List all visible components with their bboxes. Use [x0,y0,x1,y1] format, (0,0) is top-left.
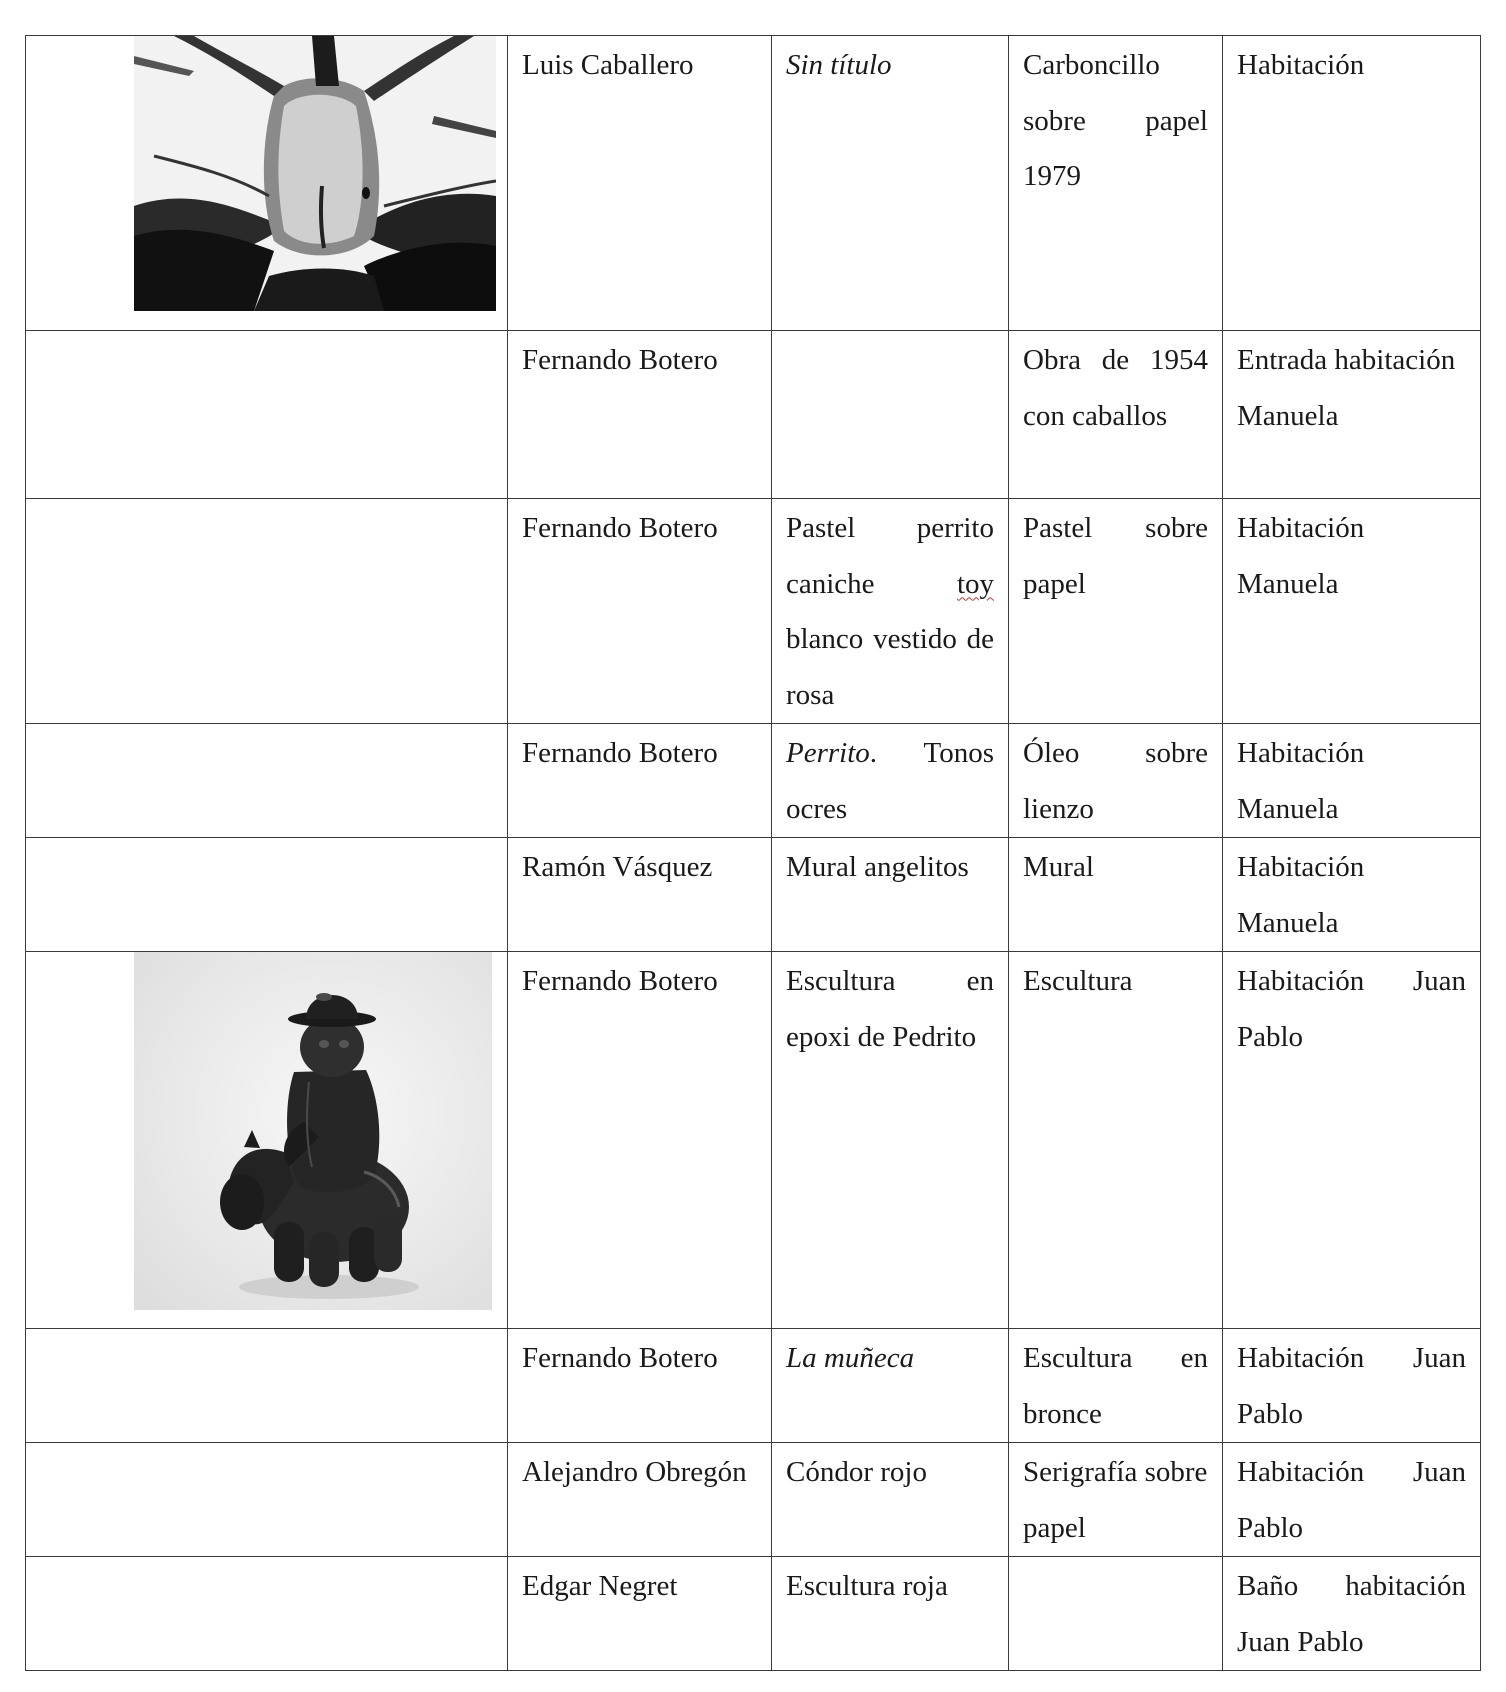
location-cell [1223,838,1481,952]
artist-cell [508,36,772,331]
technique-cell [1009,838,1223,952]
title-text-cont: blanco vestido de rosa [786,623,994,711]
title-cell [772,1329,1009,1443]
title-cell [772,724,1009,838]
technique-cell [1009,952,1223,1329]
title-cell [772,499,1009,724]
artwork-location: Baño habitación Juan Pablo [1237,1570,1466,1658]
artwork-title [772,1329,1008,1387]
image-cell [26,724,508,838]
artwork-title [772,724,1008,837]
artist-cell [508,838,772,952]
artwork-inventory-table [25,35,1481,1671]
artwork-location: Habitación [1237,49,1365,81]
location-cell [1223,1557,1481,1671]
artist-cell [508,1557,772,1671]
artist-name: Fernando Botero [522,737,718,769]
title-cell [772,838,1009,952]
location-cell [1223,1443,1481,1557]
artist-cell [508,331,772,499]
image-cell [26,499,508,724]
artwork-location: Habitación Manuela [1237,512,1365,600]
location-cell [1223,499,1481,724]
table-row [26,1329,1481,1443]
artist-cell [508,952,772,1329]
technique-cell [1009,724,1223,838]
location-cell [1223,1329,1481,1443]
image-cell [26,36,508,331]
image-cell [26,838,508,952]
artist-cell [508,1329,772,1443]
artwork-technique: Escultura en bronce [1023,1342,1208,1430]
title-italic: La muñeca [786,1342,915,1374]
technique-cell [1009,1557,1223,1671]
artist-name: Luis Caballero [522,49,694,81]
title-cell [772,1443,1009,1557]
sculpture-image [134,952,492,1310]
artwork-title: Cóndor rojo [786,1456,927,1488]
table-row [26,838,1481,952]
artwork-location: Habitación Juan Pablo [1237,965,1466,1053]
table-row [26,724,1481,838]
artist-name: Fernando Botero [522,512,718,544]
table-row [26,331,1481,499]
title-cell [772,331,1009,499]
artwork-technique: Óleo sobre lienzo [1023,737,1208,825]
artwork-technique: Serigrafía sobre papel [1023,1456,1208,1544]
artwork-title: Escultura en epoxi de Pedrito [786,965,994,1053]
artwork-location: Habitación Manuela [1237,851,1365,939]
location-cell [1223,36,1481,331]
artwork-location: Entrada habitación Manuela [1237,344,1456,432]
location-cell [1223,331,1481,499]
title-text: . Tonos ocres [786,737,994,825]
title-text: Pastel perrito caniche [786,512,994,600]
table-row [26,1443,1481,1557]
title-italic: Perrito [786,737,870,769]
technique-cell [1009,1443,1223,1557]
artist-name: Fernando Botero [522,965,718,997]
table-row [26,36,1481,331]
artwork-location: Habitación Juan Pablo [1237,1456,1466,1544]
image-cell [26,1443,508,1557]
title-cell [772,1557,1009,1671]
artwork-location: Habitación Manuela [1237,737,1365,825]
technique-cell [1009,36,1223,331]
location-cell [1223,952,1481,1329]
artist-cell [508,1443,772,1557]
image-cell [26,1557,508,1671]
artist-cell [508,499,772,724]
location-cell [1223,724,1481,838]
artist-name: Fernando Botero [522,1342,718,1374]
artist-name: Ramón Vásquez [522,851,713,883]
artwork-technique: Pastel sobre papel [1023,512,1208,600]
table-row [26,952,1481,1329]
image-cell [26,952,508,1329]
artwork-title [772,499,1008,723]
artwork-location: Habitación Juan Pablo [1237,1342,1466,1430]
artwork-title: Mural angelitos [786,851,969,883]
technique-cell [1009,1329,1223,1443]
artwork-technique: Obra de 1954 con caballos [1023,344,1208,432]
title-cell [772,952,1009,1329]
artwork-technique: Mural [1023,851,1094,883]
title-italic: Sin título [786,49,892,81]
image-cell [26,331,508,499]
technique-cell [1009,499,1223,724]
image-cell [26,1329,508,1443]
charcoal-drawing-image [134,36,496,311]
table-row [26,499,1481,724]
artist-name: Fernando Botero [522,344,718,376]
artist-cell [508,724,772,838]
artist-name: Alejandro Obregón [522,1456,747,1488]
artwork-technique: Carboncillo sobre papel 1979 [1023,49,1208,192]
artwork-title: Escultura roja [786,1570,948,1602]
artwork-technique: Escultura [1023,965,1133,997]
artist-name: Edgar Negret [522,1570,678,1602]
technique-cell [1009,331,1223,499]
artwork-title [772,36,1008,94]
table-row [26,1557,1481,1671]
spellcheck-flagged-word: toy [956,567,994,600]
title-cell [772,36,1009,331]
